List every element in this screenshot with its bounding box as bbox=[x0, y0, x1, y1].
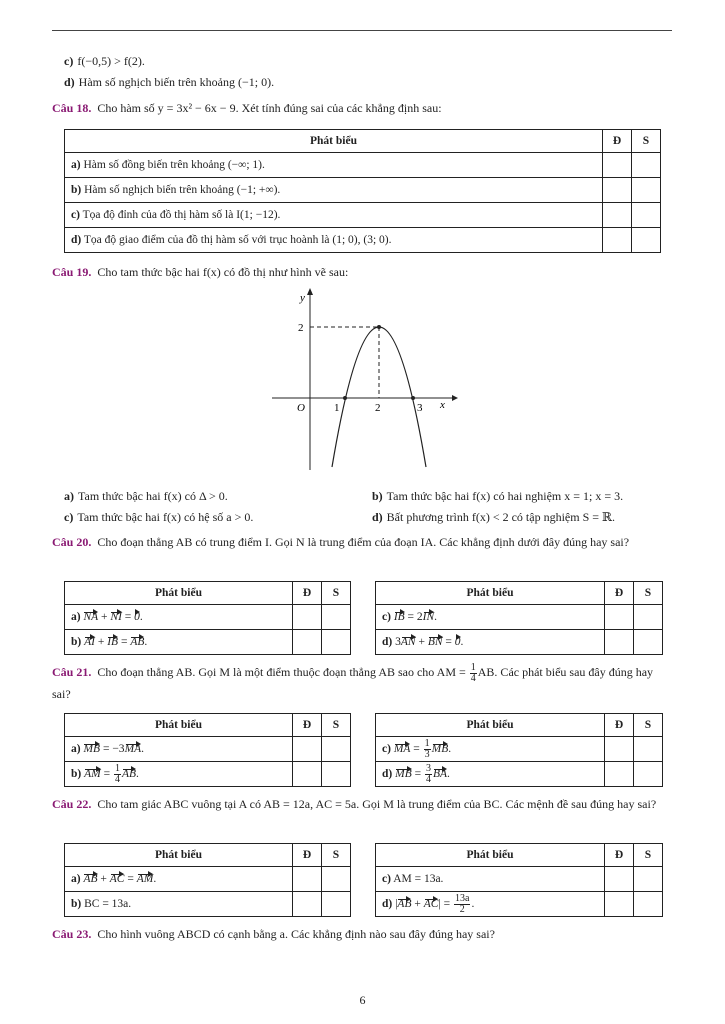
answer-cell[interactable] bbox=[634, 630, 663, 655]
question-20: Câu 20. Cho đoạn thẳng AB có trung điểm I. Gọi N là trung điểm của đoạn IA. Các khẳng định dưới đây đúng hay sai? bbox=[52, 535, 630, 549]
header-rule bbox=[52, 30, 672, 31]
table-row: b) BC = 13a. bbox=[65, 892, 351, 917]
y-tick-2: 2 bbox=[298, 322, 304, 334]
answer-cell[interactable] bbox=[632, 178, 661, 203]
table-row: d) |AB + AC| = $\frac{13a}{2}$ . bbox=[376, 892, 663, 917]
answer-cell[interactable] bbox=[605, 867, 634, 892]
table-row: b) AI + IB = AB. bbox=[65, 630, 351, 655]
answer-cell[interactable] bbox=[322, 892, 351, 917]
x-axis-label: x bbox=[440, 399, 445, 411]
y-axis-label: y bbox=[300, 292, 305, 304]
table-row: c) IB = 2IN. bbox=[376, 605, 663, 630]
answer-cell[interactable] bbox=[322, 762, 351, 787]
page-number: 6 bbox=[359, 993, 366, 1007]
table-row: b) AM = $\frac{1}{4}$ AB. bbox=[65, 762, 351, 787]
q22-table-left: Phát biểu Đ S a) AB + AC = AM. b) BC = 13a. bbox=[64, 843, 351, 917]
question-22: Câu 22. Cho tam giác ABC vuông tại A có AB = 12a, AC = 5a. Gọi M là trung điểm của BC. Các mệnh đề sau đúng hay sai? bbox=[52, 797, 657, 811]
table-row: a) AB + AC = AM. bbox=[65, 867, 351, 892]
q21-table-right: Phát biểu Đ S c) MA = $\frac{1}{3}$ MB. d) MB = $\frac{3}{4}$ BA. bbox=[375, 713, 663, 787]
table-row: c) Tọa độ đỉnh của đồ thị hàm số là I(1; −12). bbox=[65, 203, 661, 228]
answer-cell[interactable] bbox=[603, 153, 632, 178]
answer-cell[interactable] bbox=[322, 630, 351, 655]
q19-option-b: b) Tam thức bậc hai f(x) có hai nghiệm x = 1; x = 3. bbox=[372, 489, 624, 503]
x-tick-2: 2 bbox=[375, 402, 381, 414]
table-row: a) MB = −3MA. bbox=[65, 737, 351, 762]
x-tick-1: 1 bbox=[334, 402, 340, 414]
answer-cell[interactable] bbox=[293, 762, 322, 787]
table-row: c) AM = 13a. bbox=[376, 867, 663, 892]
table-row: a) Hàm số đồng biến trên khoảng (−∞; 1). bbox=[65, 153, 661, 178]
answer-cell[interactable] bbox=[322, 737, 351, 762]
answer-cell[interactable] bbox=[293, 892, 322, 917]
answer-cell[interactable] bbox=[603, 228, 632, 253]
intro-item-c: c) f(−0,5) > f(2). bbox=[64, 54, 145, 68]
x-tick-3: 3 bbox=[417, 402, 423, 414]
answer-cell[interactable] bbox=[603, 203, 632, 228]
table-row: d) MB = $\frac{3}{4}$ BA. bbox=[376, 762, 663, 787]
table-row: d) Tọa độ giao điểm của đồ thị hàm số với trục hoành là (1; 0), (3; 0). bbox=[65, 228, 661, 253]
table-row: d) 3AN + BN = 0. bbox=[376, 630, 663, 655]
question-21: Câu 21. Cho đoạn thẳng AB. Gọi M là một điểm thuộc đoạn thẳng AB sao cho AM = $\frac{1}{4}$ AB. Các phát biểu sau đây đúng hay sai? bbox=[52, 661, 654, 701]
question-18: Câu 18. Cho hàm số y = 3x² − 6x − 9. Xét tính đúng sai của các khẳng định sau: bbox=[52, 101, 442, 115]
answer-cell[interactable] bbox=[634, 762, 663, 787]
answer-cell[interactable] bbox=[605, 605, 634, 630]
answer-cell[interactable] bbox=[634, 605, 663, 630]
answer-cell[interactable] bbox=[293, 867, 322, 892]
intro-item-d: d) Hàm số nghịch biến trên khoảng (−1; 0). bbox=[64, 75, 275, 89]
q19-option-d: d) Bất phương trình f(x) < 2 có tập nghiệm S = ℝ. bbox=[372, 510, 615, 524]
question-19: Câu 19. Cho tam thức bậc hai f(x) có đồ thị như hình vẽ sau: bbox=[52, 265, 349, 279]
q20-table-right: Phát biểu Đ S c) IB = 2IN. d) 3AN + BN = 0. bbox=[375, 581, 663, 655]
answer-cell[interactable] bbox=[293, 737, 322, 762]
origin-label: O bbox=[297, 402, 305, 414]
answer-cell[interactable] bbox=[293, 630, 322, 655]
q20-table-left: Phát biểu Đ S a) NA + NI = 0. b) AI + IB = AB. bbox=[64, 581, 351, 655]
question-23: Câu 23. Cho hình vuông ABCD có cạnh bằng a. Các khẳng định nào sau đây đúng hay sai? bbox=[52, 927, 495, 941]
answer-cell[interactable] bbox=[634, 867, 663, 892]
q19-option-c: c) Tam thức bậc hai f(x) có hệ số a > 0. bbox=[64, 510, 254, 524]
answer-cell[interactable] bbox=[634, 737, 663, 762]
answer-cell[interactable] bbox=[605, 737, 634, 762]
q18-table: Phát biểu Đ S a) Hàm số đồng biến trên khoảng (−∞; 1). b) Hàm số nghịch biến trên khoảng (−1; +∞). c) Tọa độ đỉnh của đồ thị hàm số là I(1; −12). d) Tọa độ giao điểm của đồ thị hàm số với trục hoành là (1; 0), (3; 0). bbox=[64, 129, 661, 253]
table-row: c) MA = $\frac{1}{3}$ MB. bbox=[376, 737, 663, 762]
q21-table-left: Phát biểu Đ S a) MB = −3MA. b) AM = $\frac{1}{4}$ AB. bbox=[64, 713, 351, 787]
answer-cell[interactable] bbox=[322, 605, 351, 630]
answer-cell[interactable] bbox=[632, 228, 661, 253]
answer-cell[interactable] bbox=[632, 203, 661, 228]
table-row: a) NA + NI = 0. bbox=[65, 605, 351, 630]
answer-cell[interactable] bbox=[322, 867, 351, 892]
parabola-graph bbox=[260, 285, 460, 475]
table-row: b) Hàm số nghịch biến trên khoảng (−1; +∞). bbox=[65, 178, 661, 203]
q22-table-right: Phát biểu Đ S c) AM = 13a. d) |AB + AC| = $\frac{13a}{2}$ . bbox=[375, 843, 663, 917]
answer-cell[interactable] bbox=[605, 892, 634, 917]
answer-cell[interactable] bbox=[603, 178, 632, 203]
answer-cell[interactable] bbox=[632, 153, 661, 178]
answer-cell[interactable] bbox=[605, 630, 634, 655]
q19-option-a: a) Tam thức bậc hai f(x) có Δ > 0. bbox=[64, 489, 228, 503]
answer-cell[interactable] bbox=[634, 892, 663, 917]
answer-cell[interactable] bbox=[605, 762, 634, 787]
answer-cell[interactable] bbox=[293, 605, 322, 630]
